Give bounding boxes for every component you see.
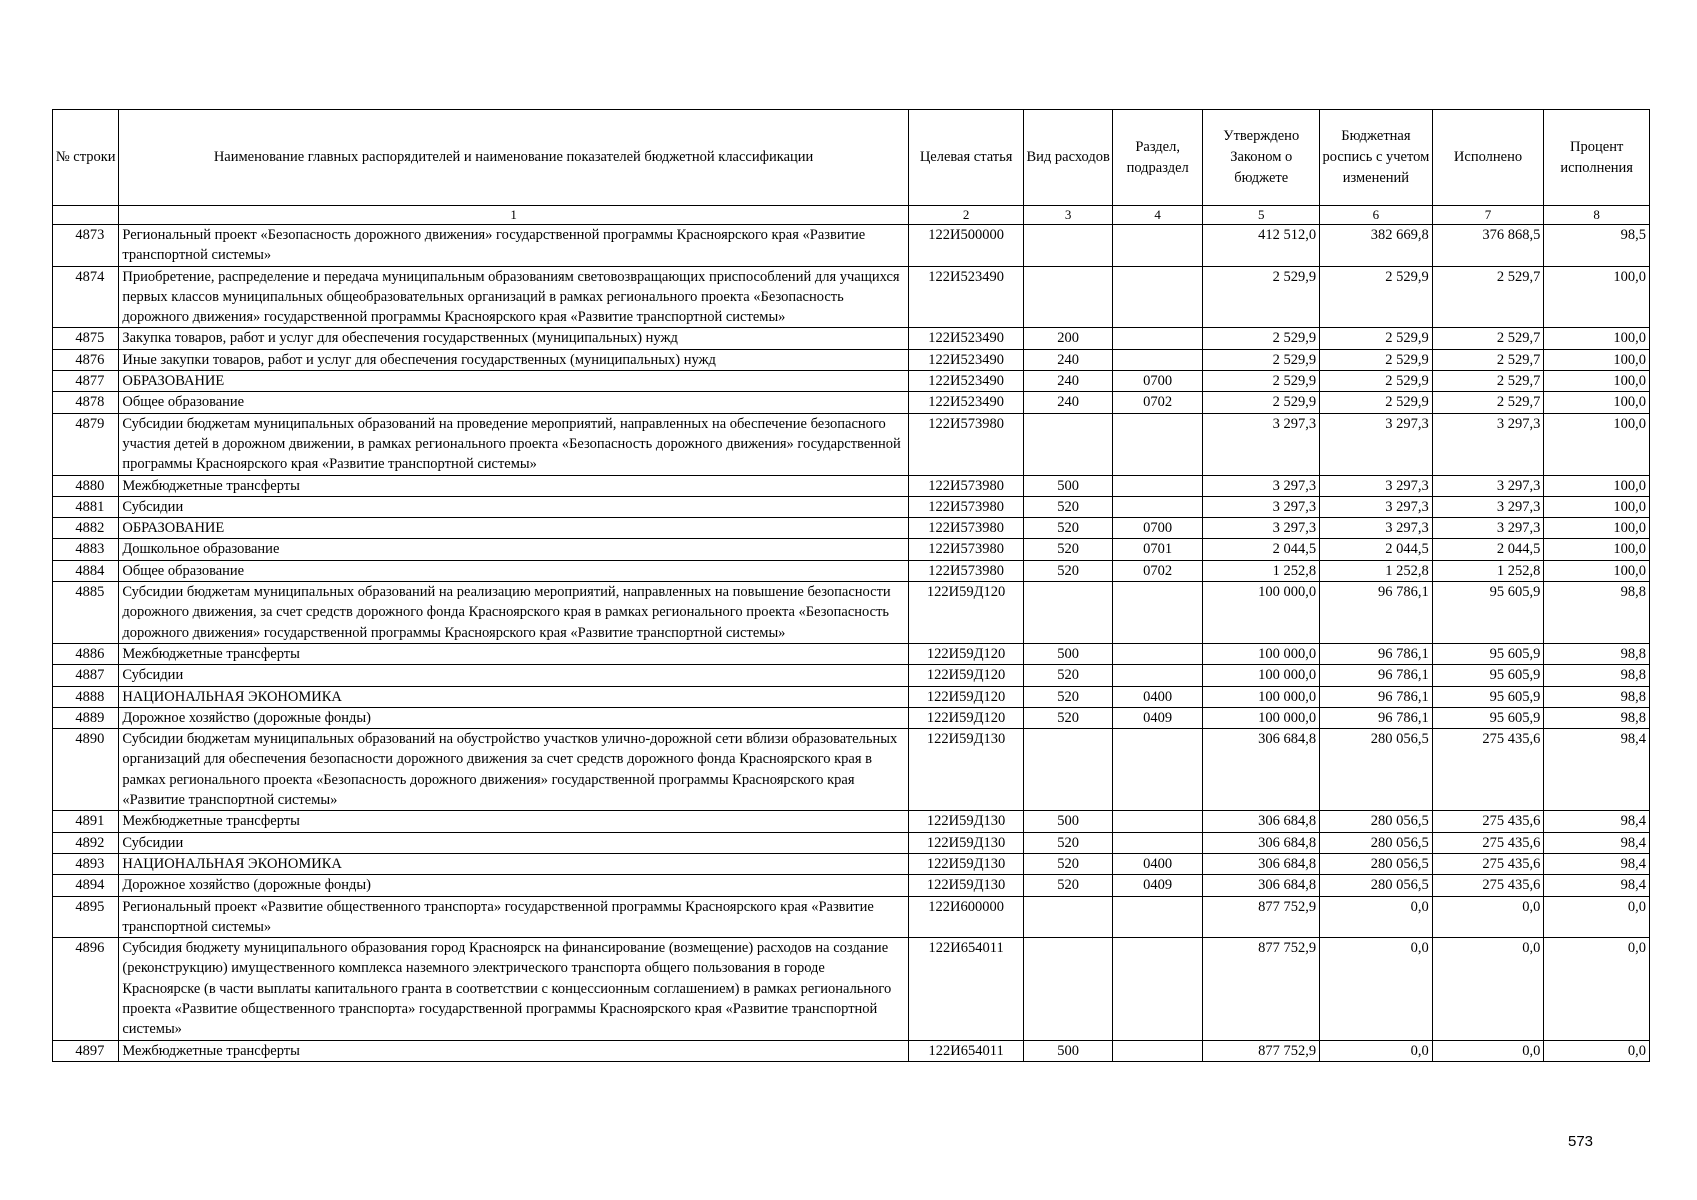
table-row [53, 938, 1650, 1040]
table-row [53, 875, 1650, 896]
target-article-cell: 122И654011 [908, 938, 1024, 1040]
expense-kind-cell: 240 [1024, 392, 1112, 413]
target-article-cell: 122И59Д120 [908, 643, 1024, 664]
row-number-cell: 4880 [53, 475, 119, 496]
header-name: Наименование главных распорядителей и наименование показателей бюджетной классификации [119, 110, 908, 206]
approved-cell: 100 000,0 [1203, 643, 1320, 664]
table-row [53, 896, 1650, 938]
target-article-cell: 122И59Д130 [908, 729, 1024, 811]
percent-cell: 98,4 [1544, 853, 1650, 874]
percent-cell: 98,4 [1544, 729, 1650, 811]
percent-cell: 100,0 [1544, 392, 1650, 413]
approved-cell: 2 529,9 [1203, 328, 1320, 349]
column-number: 3 [1024, 206, 1112, 225]
expense-kind-cell [1024, 938, 1112, 1040]
executed-cell: 275 435,6 [1432, 832, 1544, 853]
executed-cell: 3 297,3 [1432, 413, 1544, 475]
expense-kind-cell: 500 [1024, 475, 1112, 496]
percent-cell: 98,8 [1544, 582, 1650, 644]
row-name-cell: НАЦИОНАЛЬНАЯ ЭКОНОМИКА [119, 686, 908, 707]
row-name-cell: Приобретение, распределение и передача муниципальным образованиям световозвращающих приспособлений для учащихся первых классов муниципальных общеобразовательных организаций в рамках регионального проекта «Безопасность дорожного движения» государственной программы Красноярского края «Развитие транспортной системы» [119, 266, 908, 328]
percent-cell: 100,0 [1544, 266, 1650, 328]
section-cell: 0409 [1112, 875, 1203, 896]
column-number: 1 [119, 206, 908, 225]
executed-cell: 95 605,9 [1432, 707, 1544, 728]
percent-cell: 98,8 [1544, 686, 1650, 707]
column-number-blank [53, 206, 119, 225]
target-article-cell: 122И523490 [908, 328, 1024, 349]
table-row [53, 729, 1650, 811]
table-body [53, 225, 1650, 1062]
percent-cell: 98,4 [1544, 811, 1650, 832]
row-number-cell: 4895 [53, 896, 119, 938]
column-number: 8 [1544, 206, 1650, 225]
approved-cell: 306 684,8 [1203, 853, 1320, 874]
table-row [53, 832, 1650, 853]
percent-cell: 100,0 [1544, 496, 1650, 517]
expense-kind-cell [1024, 413, 1112, 475]
target-article-cell: 122И59Д130 [908, 875, 1024, 896]
table-header-row [53, 110, 1650, 206]
table-row [53, 349, 1650, 370]
table-row [53, 707, 1650, 728]
percent-cell: 100,0 [1544, 518, 1650, 539]
table-row [53, 518, 1650, 539]
row-number-cell: 4879 [53, 413, 119, 475]
table-row [53, 392, 1650, 413]
executed-cell: 3 297,3 [1432, 518, 1544, 539]
executed-cell: 95 605,9 [1432, 665, 1544, 686]
approved-cell: 306 684,8 [1203, 832, 1320, 853]
row-number-cell: 4890 [53, 729, 119, 811]
budget-schedule-cell: 3 297,3 [1320, 518, 1433, 539]
executed-cell: 2 529,7 [1432, 328, 1544, 349]
row-number-cell: 4886 [53, 643, 119, 664]
section-cell [1112, 225, 1203, 267]
target-article-cell: 122И59Д130 [908, 832, 1024, 853]
percent-cell: 98,4 [1544, 832, 1650, 853]
expense-kind-cell: 520 [1024, 832, 1112, 853]
table-row [53, 496, 1650, 517]
budget-schedule-cell: 3 297,3 [1320, 475, 1433, 496]
expense-kind-cell: 500 [1024, 811, 1112, 832]
percent-cell: 100,0 [1544, 539, 1650, 560]
row-number-cell: 4876 [53, 349, 119, 370]
column-number: 5 [1203, 206, 1320, 225]
budget-schedule-cell: 0,0 [1320, 896, 1433, 938]
executed-cell: 3 297,3 [1432, 475, 1544, 496]
row-name-cell: Межбюджетные трансферты [119, 475, 908, 496]
executed-cell: 376 868,5 [1432, 225, 1544, 267]
header-section: Раздел, подраздел [1112, 110, 1203, 206]
budget-schedule-cell: 382 669,8 [1320, 225, 1433, 267]
percent-cell: 0,0 [1544, 896, 1650, 938]
row-number-cell: 4885 [53, 582, 119, 644]
target-article-cell: 122И573980 [908, 560, 1024, 581]
budget-schedule-cell: 0,0 [1320, 1040, 1433, 1061]
expense-kind-cell: 520 [1024, 875, 1112, 896]
row-name-cell: Субсидия бюджету муниципального образования город Красноярск на финансирование (возмещение) расходов на создание (реконструкцию) имущественного комплекса наземного электрического транспорта общего пользования в городе Красноярске (в части выплаты капитального гранта в соответствии с концессионным соглашением) в рамках регионального проекта «Развитие общественного транспорта» государственной программы Красноярского края «Развитие транспортной системы» [119, 938, 908, 1040]
approved-cell: 3 297,3 [1203, 518, 1320, 539]
header-expense-kind: Вид расходов [1024, 110, 1112, 206]
row-name-cell: Общее образование [119, 560, 908, 581]
row-number-cell: 4875 [53, 328, 119, 349]
percent-cell: 100,0 [1544, 560, 1650, 581]
percent-cell: 100,0 [1544, 475, 1650, 496]
target-article-cell: 122И654011 [908, 1040, 1024, 1061]
approved-cell: 3 297,3 [1203, 413, 1320, 475]
approved-cell: 412 512,0 [1203, 225, 1320, 267]
percent-cell: 98,4 [1544, 875, 1650, 896]
approved-cell: 877 752,9 [1203, 1040, 1320, 1061]
section-cell: 0702 [1112, 392, 1203, 413]
row-name-cell: Закупка товаров, работ и услуг для обеспечения государственных (муниципальных) нужд [119, 328, 908, 349]
executed-cell: 0,0 [1432, 1040, 1544, 1061]
target-article-cell: 122И59Д130 [908, 853, 1024, 874]
header-executed: Исполнено [1432, 110, 1544, 206]
target-article-cell: 122И59Д120 [908, 582, 1024, 644]
expense-kind-cell [1024, 582, 1112, 644]
column-number: 2 [908, 206, 1024, 225]
percent-cell: 100,0 [1544, 413, 1650, 475]
target-article-cell: 122И523490 [908, 371, 1024, 392]
budget-schedule-cell: 96 786,1 [1320, 707, 1433, 728]
section-cell [1112, 475, 1203, 496]
row-name-cell: Субсидии [119, 832, 908, 853]
budget-schedule-cell: 280 056,5 [1320, 875, 1433, 896]
row-name-cell: Иные закупки товаров, работ и услуг для обеспечения государственных (муниципальных) нужд [119, 349, 908, 370]
budget-schedule-cell: 280 056,5 [1320, 811, 1433, 832]
budget-schedule-cell: 280 056,5 [1320, 729, 1433, 811]
table-row [53, 853, 1650, 874]
executed-cell: 275 435,6 [1432, 875, 1544, 896]
executed-cell: 2 529,7 [1432, 266, 1544, 328]
section-cell: 0400 [1112, 853, 1203, 874]
expense-kind-cell [1024, 896, 1112, 938]
table-row [53, 475, 1650, 496]
budget-schedule-cell: 96 786,1 [1320, 582, 1433, 644]
row-number-cell: 4896 [53, 938, 119, 1040]
approved-cell: 306 684,8 [1203, 729, 1320, 811]
row-name-cell: НАЦИОНАЛЬНАЯ ЭКОНОМИКА [119, 853, 908, 874]
table-row [53, 328, 1650, 349]
executed-cell: 2 529,7 [1432, 349, 1544, 370]
row-number-cell: 4892 [53, 832, 119, 853]
approved-cell: 100 000,0 [1203, 665, 1320, 686]
target-article-cell: 122И573980 [908, 518, 1024, 539]
table-row [53, 582, 1650, 644]
row-number-cell: 4893 [53, 853, 119, 874]
budget-schedule-cell: 2 529,9 [1320, 328, 1433, 349]
section-cell [1112, 938, 1203, 1040]
expense-kind-cell: 240 [1024, 371, 1112, 392]
expense-kind-cell: 520 [1024, 686, 1112, 707]
section-cell [1112, 811, 1203, 832]
section-cell [1112, 328, 1203, 349]
target-article-cell: 122И523490 [908, 392, 1024, 413]
row-number-cell: 4894 [53, 875, 119, 896]
expense-kind-cell: 520 [1024, 539, 1112, 560]
approved-cell: 3 297,3 [1203, 475, 1320, 496]
table-row [53, 665, 1650, 686]
row-number-cell: 4883 [53, 539, 119, 560]
target-article-cell: 122И500000 [908, 225, 1024, 267]
executed-cell: 275 435,6 [1432, 811, 1544, 832]
expense-kind-cell: 520 [1024, 560, 1112, 581]
section-cell [1112, 582, 1203, 644]
executed-cell: 95 605,9 [1432, 582, 1544, 644]
row-number-cell: 4888 [53, 686, 119, 707]
percent-cell: 98,5 [1544, 225, 1650, 267]
budget-schedule-cell: 96 786,1 [1320, 686, 1433, 707]
expense-kind-cell: 520 [1024, 853, 1112, 874]
expense-kind-cell: 520 [1024, 518, 1112, 539]
row-name-cell: Дорожное хозяйство (дорожные фонды) [119, 875, 908, 896]
budget-schedule-cell: 2 529,9 [1320, 371, 1433, 392]
section-cell: 0700 [1112, 518, 1203, 539]
executed-cell: 2 529,7 [1432, 371, 1544, 392]
budget-schedule-cell: 1 252,8 [1320, 560, 1433, 581]
budget-schedule-cell: 2 529,9 [1320, 392, 1433, 413]
table-row [53, 225, 1650, 267]
section-cell: 0409 [1112, 707, 1203, 728]
percent-cell: 100,0 [1544, 349, 1650, 370]
row-number-cell: 4878 [53, 392, 119, 413]
budget-schedule-cell: 3 297,3 [1320, 413, 1433, 475]
table-row [53, 539, 1650, 560]
section-cell: 0701 [1112, 539, 1203, 560]
budget-execution-table [52, 109, 1650, 1062]
row-number-cell: 4882 [53, 518, 119, 539]
row-name-cell: Общее образование [119, 392, 908, 413]
section-cell [1112, 896, 1203, 938]
row-name-cell: ОБРАЗОВАНИЕ [119, 371, 908, 392]
executed-cell: 2 044,5 [1432, 539, 1544, 560]
section-cell [1112, 1040, 1203, 1061]
row-name-cell: ОБРАЗОВАНИЕ [119, 518, 908, 539]
budget-schedule-cell: 2 044,5 [1320, 539, 1433, 560]
section-cell [1112, 665, 1203, 686]
row-name-cell: Субсидии бюджетам муниципальных образований на реализацию мероприятий, направленных на повышение безопасности дорожного движения, за счет средств дорожного фонда Красноярского края в рамках регионального проекта «Безопасность дорожного движения» государственной программы Красноярского края «Развитие транспортной системы» [119, 582, 908, 644]
header-budget-schedule: Бюджетная роспись с учетом изменений [1320, 110, 1433, 206]
row-name-cell: Субсидии бюджетам муниципальных образований на проведение мероприятий, направленных на обеспечение безопасного участия детей в дорожном движении, в рамках регионального проекта «Безопасность дорожного движения» государственной программы Красноярского края «Развитие транспортной системы» [119, 413, 908, 475]
section-cell [1112, 643, 1203, 664]
section-cell [1112, 832, 1203, 853]
approved-cell: 100 000,0 [1203, 686, 1320, 707]
budget-schedule-cell: 280 056,5 [1320, 853, 1433, 874]
executed-cell: 3 297,3 [1432, 496, 1544, 517]
row-number-cell: 4873 [53, 225, 119, 267]
percent-cell: 98,8 [1544, 643, 1650, 664]
percent-cell: 100,0 [1544, 328, 1650, 349]
header-percent: Процент исполнения [1544, 110, 1650, 206]
executed-cell: 1 252,8 [1432, 560, 1544, 581]
percent-cell: 0,0 [1544, 1040, 1650, 1061]
budget-schedule-cell: 2 529,9 [1320, 349, 1433, 370]
executed-cell: 95 605,9 [1432, 686, 1544, 707]
section-cell [1112, 496, 1203, 517]
expense-kind-cell: 500 [1024, 1040, 1112, 1061]
budget-schedule-cell: 2 529,9 [1320, 266, 1433, 328]
target-article-cell: 122И59Д120 [908, 686, 1024, 707]
expense-kind-cell [1024, 225, 1112, 267]
section-cell: 0700 [1112, 371, 1203, 392]
approved-cell: 3 297,3 [1203, 496, 1320, 517]
row-name-cell: Дошкольное образование [119, 539, 908, 560]
expense-kind-cell: 240 [1024, 349, 1112, 370]
target-article-cell: 122И59Д120 [908, 665, 1024, 686]
section-cell [1112, 349, 1203, 370]
table-row [53, 413, 1650, 475]
approved-cell: 100 000,0 [1203, 582, 1320, 644]
approved-cell: 1 252,8 [1203, 560, 1320, 581]
budget-schedule-cell: 280 056,5 [1320, 832, 1433, 853]
target-article-cell: 122И523490 [908, 349, 1024, 370]
row-number-cell: 4877 [53, 371, 119, 392]
column-number: 4 [1112, 206, 1203, 225]
target-article-cell: 122И59Д120 [908, 707, 1024, 728]
expense-kind-cell: 520 [1024, 665, 1112, 686]
row-name-cell: Межбюджетные трансферты [119, 1040, 908, 1061]
approved-cell: 306 684,8 [1203, 875, 1320, 896]
column-number: 7 [1432, 206, 1544, 225]
budget-table-wrapper [52, 109, 1650, 1062]
budget-schedule-cell: 96 786,1 [1320, 665, 1433, 686]
table-row [53, 643, 1650, 664]
section-cell [1112, 413, 1203, 475]
row-number-cell: 4889 [53, 707, 119, 728]
row-name-cell: Субсидии бюджетам муниципальных образований на обустройство участков улично-дорожной сети вблизи образовательных организаций для обеспечения безопасности дорожного движения за счет средств дорожного фонда Красноярского края в рамках регионального проекта «Безопасность дорожного движения» государственной программы Красноярского края «Развитие транспортной системы» [119, 729, 908, 811]
column-number: 6 [1320, 206, 1433, 225]
section-cell: 0702 [1112, 560, 1203, 581]
row-number-cell: 4887 [53, 665, 119, 686]
executed-cell: 275 435,6 [1432, 729, 1544, 811]
expense-kind-cell: 520 [1024, 496, 1112, 517]
budget-schedule-cell: 0,0 [1320, 938, 1433, 1040]
percent-cell: 98,8 [1544, 707, 1650, 728]
section-cell: 0400 [1112, 686, 1203, 707]
row-name-cell: Региональный проект «Безопасность дорожного движения» государственной программы Красноярского края «Развитие транспортной системы» [119, 225, 908, 267]
executed-cell: 2 529,7 [1432, 392, 1544, 413]
percent-cell: 0,0 [1544, 938, 1650, 1040]
table-row [53, 686, 1650, 707]
table-row [53, 371, 1650, 392]
target-article-cell: 122И573980 [908, 475, 1024, 496]
target-article-cell: 122И523490 [908, 266, 1024, 328]
approved-cell: 2 529,9 [1203, 392, 1320, 413]
table-row [53, 560, 1650, 581]
approved-cell: 877 752,9 [1203, 896, 1320, 938]
approved-cell: 306 684,8 [1203, 811, 1320, 832]
row-name-cell: Региональный проект «Развитие общественного транспорта» государственной программы Красноярского края «Развитие транспортной системы» [119, 896, 908, 938]
column-number-row [53, 206, 1650, 225]
approved-cell: 100 000,0 [1203, 707, 1320, 728]
executed-cell: 275 435,6 [1432, 853, 1544, 874]
row-name-cell: Межбюджетные трансферты [119, 643, 908, 664]
header-row-number: № строки [53, 110, 119, 206]
table-row [53, 811, 1650, 832]
target-article-cell: 122И573980 [908, 413, 1024, 475]
row-name-cell: Субсидии [119, 665, 908, 686]
target-article-cell: 122И573980 [908, 539, 1024, 560]
budget-schedule-cell: 96 786,1 [1320, 643, 1433, 664]
expense-kind-cell: 500 [1024, 643, 1112, 664]
header-approved: Утверждено Законом о бюджете [1203, 110, 1320, 206]
row-number-cell: 4897 [53, 1040, 119, 1061]
expense-kind-cell: 200 [1024, 328, 1112, 349]
table-row [53, 1040, 1650, 1061]
table-row [53, 266, 1650, 328]
target-article-cell: 122И573980 [908, 496, 1024, 517]
approved-cell: 2 529,9 [1203, 371, 1320, 392]
row-name-cell: Межбюджетные трансферты [119, 811, 908, 832]
row-number-cell: 4881 [53, 496, 119, 517]
section-cell [1112, 266, 1203, 328]
page-number: 573 [1568, 1133, 1594, 1150]
section-cell [1112, 729, 1203, 811]
target-article-cell: 122И600000 [908, 896, 1024, 938]
executed-cell: 95 605,9 [1432, 643, 1544, 664]
executed-cell: 0,0 [1432, 896, 1544, 938]
header-target-article: Целевая статья [908, 110, 1024, 206]
percent-cell: 98,8 [1544, 665, 1650, 686]
expense-kind-cell [1024, 729, 1112, 811]
approved-cell: 2 044,5 [1203, 539, 1320, 560]
expense-kind-cell [1024, 266, 1112, 328]
executed-cell: 0,0 [1432, 938, 1544, 1040]
row-number-cell: 4891 [53, 811, 119, 832]
expense-kind-cell: 520 [1024, 707, 1112, 728]
row-number-cell: 4874 [53, 266, 119, 328]
target-article-cell: 122И59Д130 [908, 811, 1024, 832]
approved-cell: 2 529,9 [1203, 266, 1320, 328]
row-name-cell: Дорожное хозяйство (дорожные фонды) [119, 707, 908, 728]
approved-cell: 877 752,9 [1203, 938, 1320, 1040]
percent-cell: 100,0 [1544, 371, 1650, 392]
approved-cell: 2 529,9 [1203, 349, 1320, 370]
budget-schedule-cell: 3 297,3 [1320, 496, 1433, 517]
row-name-cell: Субсидии [119, 496, 908, 517]
row-number-cell: 4884 [53, 560, 119, 581]
